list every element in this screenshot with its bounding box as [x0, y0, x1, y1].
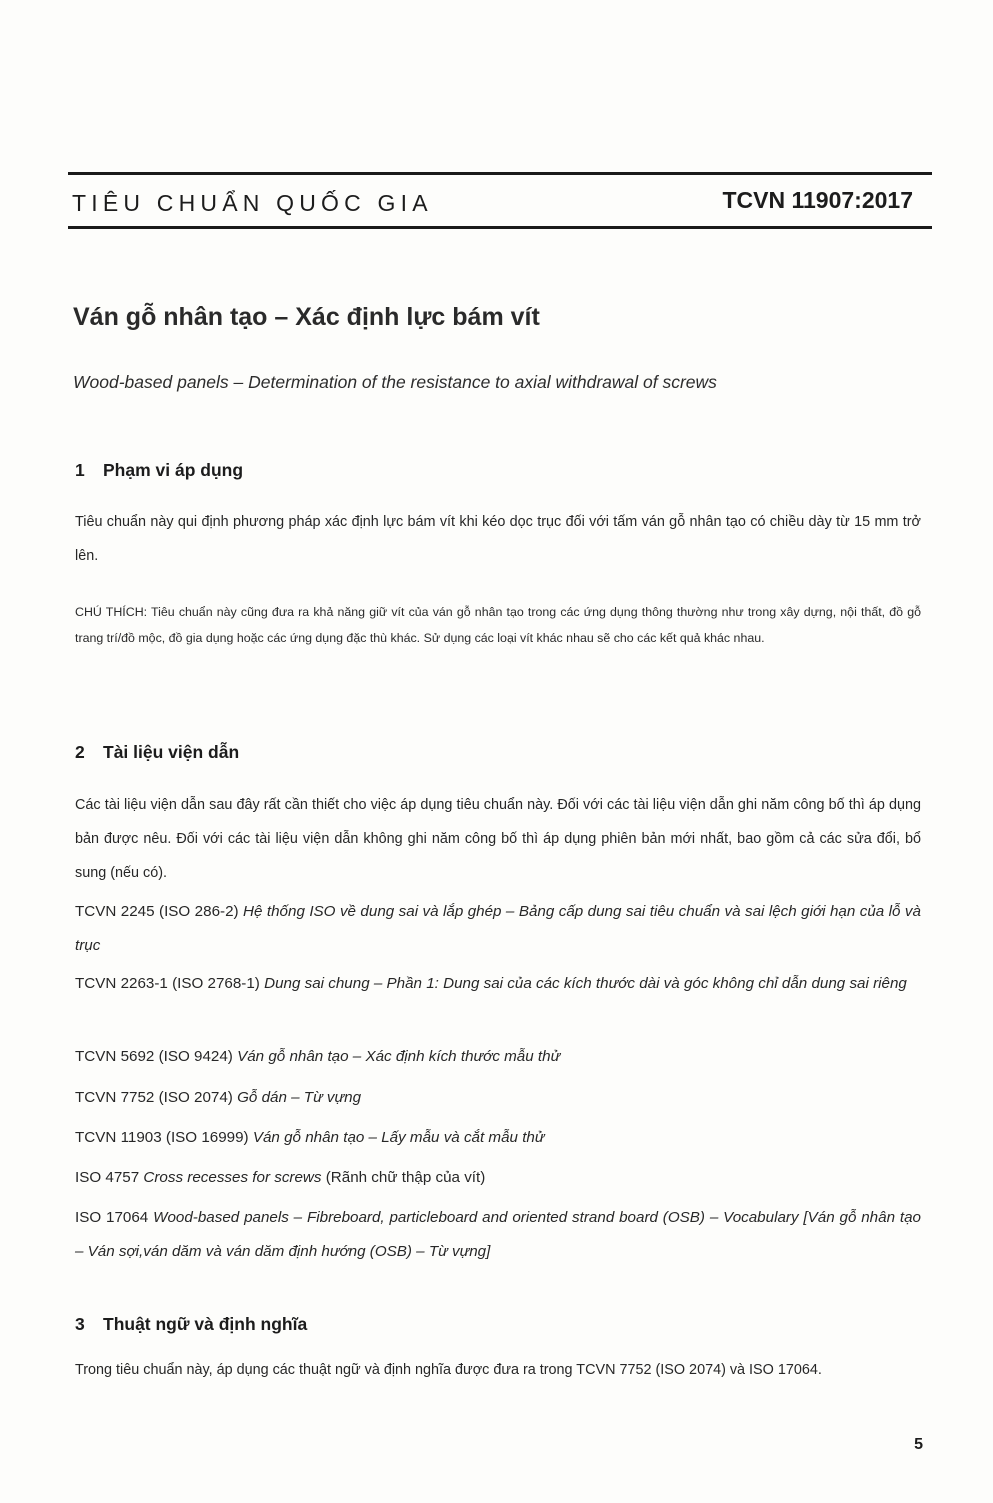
- header-rule-top: [68, 172, 932, 175]
- reference-code: ISO 17064: [75, 1209, 149, 1226]
- section-1-number: 1: [75, 460, 85, 480]
- reference-title: Ván gỗ nhân tạo – Lấy mẫu và cắt mẫu thử: [252, 1129, 545, 1146]
- section-1-note: CHÚ THÍCH: Tiêu chuẩn này cũng đưa ra khả năng giữ vít của ván gỗ nhân tạo trong các ứng dụng thông thường như trong xây dựng, nội thất, đồ gỗ trang trí/đồ mộc, đồ gia dụng hoặc các ứng dụng đặc thù khác. Sử dụng các loại vít khác nhau sẽ cho các kết quả khác nhau.: [75, 605, 921, 645]
- reference-code: ISO 4757: [75, 1169, 140, 1186]
- section-2-number: 2: [75, 742, 85, 762]
- reference-item: [75, 895, 921, 963]
- standard-series-label: TIÊU CHUẨN QUỐC GIA: [72, 190, 433, 216]
- section-1-title: Phạm vi áp dụng: [103, 460, 244, 480]
- reference-code: TCVN 11903 (ISO 16999): [75, 1129, 249, 1146]
- reference-item: [75, 1040, 921, 1074]
- section-3-body: Trong tiêu chuẩn này, áp dụng các thuật ngữ và định nghĩa được đưa ra trong TCVN 7752 (ISO 2074) và ISO 17064.: [75, 1362, 822, 1378]
- section-2-body: Các tài liệu viện dẫn sau đây rất cần thiết cho việc áp dụng tiêu chuẩn này. Đối với các tài liệu viện dẫn ghi năm công bố thì áp dụng bản được nêu. Đối với các tài liệu viện dẫn không ghi năm công bố thì áp dụng phiên bản mới nhất, bao gồm cả các sửa đổi, bổ sung (nếu có).: [75, 797, 921, 881]
- reference-item: [75, 1201, 921, 1269]
- header-rule-bottom: [68, 226, 932, 229]
- document-title: Ván gỗ nhân tạo – Xác định lực bám vít: [73, 303, 540, 331]
- reference-title: Dung sai chung – Phần 1: Dung sai của các kích thước dài và góc không chỉ dẫn dung sai riêng: [264, 975, 907, 992]
- reference-title: Ván gỗ nhân tạo – Xác định kích thước mẫu thử: [237, 1048, 561, 1065]
- reference-item: [75, 1121, 921, 1155]
- section-2-title: Tài liệu viện dẫn: [103, 742, 240, 762]
- section-3-heading: [75, 1314, 307, 1335]
- reference-title: Cross recesses for screws: [143, 1169, 322, 1186]
- section-1-body: Tiêu chuẩn này qui định phương pháp xác định lực bám vít khi kéo dọc trục đối với tấm ván gỗ nhân tạo có chiều dày từ 15 mm trở lên.: [75, 514, 921, 564]
- section-2-heading: [75, 742, 239, 763]
- document-subtitle-english: Wood-based panels – Determination of the resistance to axial withdrawal of screws: [73, 372, 717, 392]
- reference-code: TCVN 2263-1 (ISO 2768-1): [75, 975, 260, 992]
- reference-title: Hệ thống ISO về dung sai và lắp ghép – Bảng cấp dung sai tiêu chuẩn và sai lệch giới hạn của lỗ và trục: [75, 903, 921, 954]
- reference-title: Wood-based panels – Fibreboard, particleboard and oriented strand board (OSB) – Vocabulary [Ván gỗ nhân tạo – Ván sợi,ván dăm và ván dăm định hướng (OSB) – Từ vựng]: [75, 1209, 921, 1260]
- reference-code: TCVN 7752 (ISO 2074): [75, 1089, 233, 1106]
- reference-code: TCVN 5692 (ISO 9424): [75, 1048, 233, 1065]
- standard-code: TCVN 11907:2017: [722, 187, 913, 213]
- page-number: 5: [914, 1436, 923, 1453]
- reference-item: [75, 1161, 921, 1195]
- section-3-number: 3: [75, 1314, 85, 1334]
- reference-title: Gỗ dán – Từ vựng: [237, 1089, 362, 1106]
- reference-item: [75, 967, 921, 1001]
- reference-item: [75, 1081, 921, 1115]
- section-3-title: Thuật ngữ và định nghĩa: [103, 1314, 308, 1334]
- reference-code: TCVN 2245 (ISO 286-2): [75, 903, 239, 920]
- section-1-heading: [75, 460, 243, 481]
- reference-translation: (Rãnh chữ thập của vít): [325, 1169, 486, 1186]
